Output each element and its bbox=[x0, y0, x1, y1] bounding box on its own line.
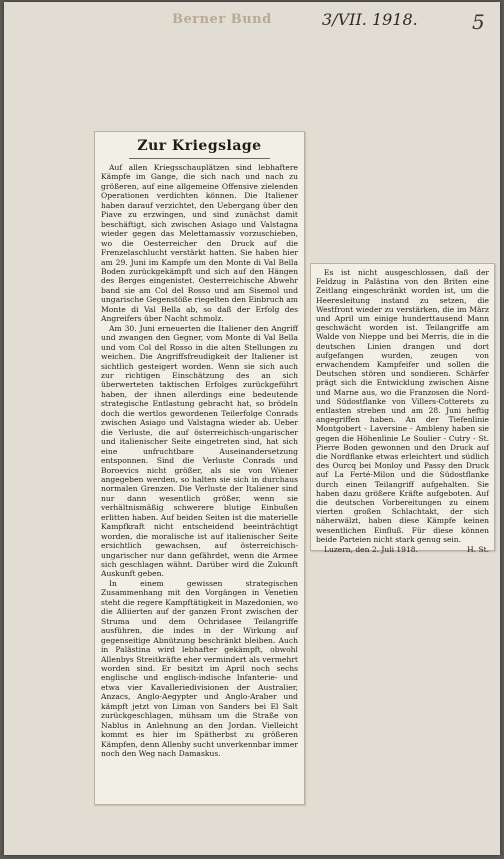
dateline-place: Luzern, den 2. Juli 1918. bbox=[324, 545, 418, 555]
article-paragraph: Am 30. Juni erneuerten die Italiener den Angriff und zwangen den Gegner, vom Monte di Val Bella und vom Col del Rosso in die alten Stellungen zu weichen. Die Angriffsfreudigkeit der Italiener ist sichtlich gesteigert worden. Wenn sie sich auch zur richtigen Einschätzung des an sich überwerteten taktischen Erfolges zurückgeführt haben, der ihnen allerdings eine bedeutende strategische Entlastung gebracht hat, so brödeln doch die wertlos gewordenen Teilerfolge Conrads zwischen Asiago und Valstagna wieder ab. Ueber die Verluste, die auf österreichisch-ungarischer und italienischer Seite eingetreten sind, hat sich eine unfruchtbare Auseinandersetzung entsponnen. Sind die Verluste Conrads und Boroevics nicht größer, als sie von Wiener angegeben werden, so halten sie sich in durchaus normalen Grenzen. Die Verluste der Italiener sind nur dann wesentlich größer, wenn sie verhältnismäßig schwerere blutige Einbußen erlitten haben. Auf beiden Seiten ist die materielle Kampfkraft nicht entscheidend beeinträchtigt worden, die moralische ist auf italienischer Seite ersichtlich gewachsen, auf österreichisch-ungarischer nur dann gefährdet, wenn die Armee sich geschlagen wähnt. Darüber wird die Zukunft Auskunft geben. bbox=[101, 323, 298, 579]
article-title: Zur Kriegslage bbox=[137, 138, 262, 154]
dateline bbox=[316, 545, 489, 554]
author-signature: H. St. bbox=[467, 545, 489, 555]
article-clipping-left bbox=[94, 131, 305, 805]
article-clipping-right bbox=[310, 263, 495, 555]
article-paragraph: Auf allen Kriegsschauplätzen sind lebhaftere Kämpfe im Gange, die sich nach und nach zu größeren, auf eine allgemeine Offensive zielenden Operationen verdichten können. Die Italiener haben darauf verzichtet, den Uebergang über den Piave zu erzwingen, und sind zunächst damit beschäftigt, sich zwischen Asiago und Valstagna wieder gegen das Melettamassiv vorzuschieben, wo die Oesterreicher den Druck auf die Frenzelaschlucht verstärkt hatten. Sie haben hier am 29. Juni im Kampfe um den Monte di Val Bella Boden zurückgekämpft und sich auf den Hängen des Berges eingenistet. Oesterreichische Abwehr band sie am Col del Rosso und am Sisemol und ungarische Gegenstöße riegelten den Einbruch am Monte di Val Bella ab, so daß der Erfolg des Angreifers über Nacht schmolz. bbox=[101, 163, 298, 324]
article-paragraph: Es ist nicht ausgeschlossen, daß der Feldzug in Palästina von den Briten eine Zeitlang eingeschränkt worden ist, um die Heeresleitung instand zu setzen, die Westfront wieder zu verstärken, die im März und April um einige hunderttausend Mann geschwächt worden ist. Teilangriffe am Walde von Nieppe und bei Merris, die in die deutschen Linien drangen und dort aufgefangen wurden, zeugen von erwachendem Kampfeifer und sollen die Deutschen stören und sondieren. Schärfer prägt sich die Entwicklung zwischen Aisne und Marne aus, wo die Franzosen die Nord- und Südostflanke von Villers-Cotterets zu entlasten streben und am 28. Juni heftig angegriffen haben. An der Tiefenlinie Montgobert - Laversine - Ambleny haben sie gegen die Höhenlinie Le Soulier - Cutry - St. Pierre Boden gewonnen und den Druck auf die Nordflanke etwas erleichtert und südlich des Ourcq bei Monloy und Passy den Druck auf La Ferté-Milon und die Südostflanke durch einen Teilangriff aufgehalten. Sie haben dazu größere Kräfte aufgeboten. Auf die deutschen Vorbereitungen zu einem vierten großen Schlachtakt, der sich näherwälzt, haben diese Kämpfe keinen wesentlichen Einfluß. Für diese können beide Parteien nicht stark genug sein. bbox=[316, 268, 489, 544]
handwritten-date: 3/VII. 1918. bbox=[322, 10, 418, 29]
article-paragraph: In einem gewissen strategischen Zusammenhang mit den Vorgängen in Venetien steht die regere Kampftätigkeit in Mazedonien, wo die Alliierten auf der ganzen Front zwischen der Struma und dem Ochridasee Teilangriffe ausführen, die indes in der Wirkung auf gegenseitige Abnützung beschränkt bleiben. Auch in Palästina wird lebhafter gekämpft, obwohl Allenbys Streitkräfte eher vermindert als vermehrt worden sind. Er besitzt im April noch sechs englische und englisch-indische Infanterie- und etwa vier Kavalleriedivisionen der Australier, Anzacs, Anglo-Aegypter und Anglo-Araber und kämpft jetzt von Liman von Sanders bei El Salt zurückgeschlagen, mühsam um die Straße von Nablus in Anlehnung an den Jordan. Vielleicht kommt es hier im Spätherbst zu größeren Kämpfen, denn Allenby sucht unverkennbar immer noch den Weg nach Damaskus. bbox=[101, 578, 298, 759]
newspaper-name: Berner Bund bbox=[172, 12, 272, 27]
title-divider bbox=[129, 158, 270, 159]
page-number: 5 bbox=[472, 10, 485, 34]
